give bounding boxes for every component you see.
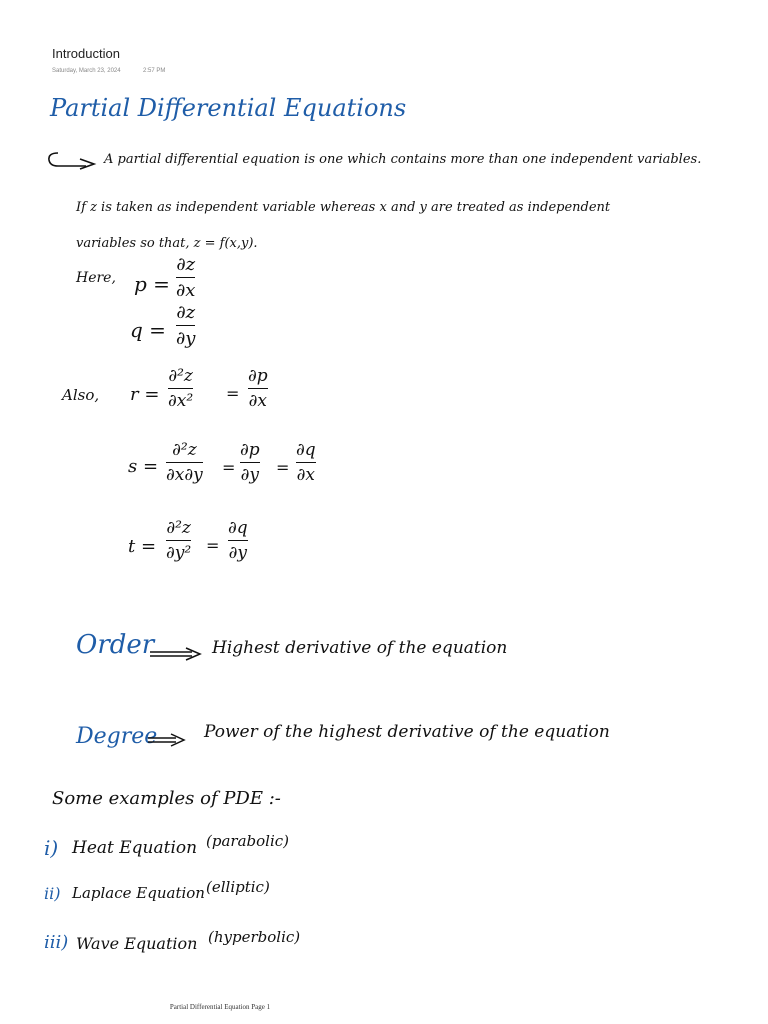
fraction-bar — [296, 462, 316, 463]
p-lhs: p = — [134, 272, 170, 296]
degree-term: Degree — [76, 724, 158, 749]
p-denominator: ∂x — [176, 280, 196, 301]
s-denominator-1: ∂x∂y — [166, 465, 203, 485]
examples-heading: Some examples of PDE :- — [52, 788, 281, 809]
fraction-bar — [176, 325, 195, 326]
r-numerator-1: ∂²z — [168, 366, 193, 386]
q-lhs: q = — [130, 318, 166, 342]
para-line-2: variables so that, z = f(x,y). — [76, 236, 258, 251]
t-fraction-2 — [228, 518, 248, 563]
order-term: Order — [76, 630, 155, 660]
example-number: ii) — [44, 884, 61, 903]
example-name: Heat Equation — [72, 838, 198, 858]
definition-text: A partial differential equation is one which contains more than one independent variables. — [104, 152, 702, 167]
page-time: 2:57 PM — [143, 68, 166, 74]
t-fraction-1 — [166, 518, 191, 563]
example-number: i) — [44, 836, 59, 860]
here-label: Here, — [76, 270, 116, 286]
fraction-bar — [166, 462, 203, 463]
q-denominator: ∂y — [176, 328, 196, 349]
order-definition: Highest derivative of the equation — [212, 638, 508, 658]
example-name: Wave Equation — [76, 934, 198, 953]
example-number: iii) — [44, 932, 69, 953]
t-numerator-2: ∂q — [228, 518, 248, 538]
example-name: Laplace Equation — [72, 884, 205, 902]
degree-definition: Power of the highest derivative of the equation — [204, 722, 610, 742]
page-footer: Partial Differential Equation Page 1 — [169, 1003, 271, 1011]
degree-arrow-icon — [146, 732, 188, 748]
fraction-bar — [228, 540, 248, 541]
fraction-bar — [176, 277, 195, 278]
r-fraction-2 — [248, 366, 268, 411]
r-denominator-2: ∂x — [248, 391, 268, 411]
example-type: (elliptic) — [206, 878, 270, 896]
q-fraction — [176, 302, 195, 349]
fraction-bar — [168, 388, 193, 389]
fraction-bar — [240, 462, 260, 463]
fraction-bar — [166, 540, 191, 541]
r-equals: = — [226, 384, 240, 403]
r-denominator-1: ∂x² — [168, 391, 194, 411]
t-numerator-1: ∂²z — [166, 518, 191, 538]
s-fraction-1 — [166, 440, 203, 485]
definition-arrow-icon — [46, 150, 100, 170]
also-label: Also, — [62, 386, 100, 404]
fraction-bar — [248, 388, 268, 389]
s-fraction-3 — [296, 440, 316, 485]
t-lhs: t = — [128, 536, 157, 557]
example-type: (hyperbolic) — [208, 928, 301, 946]
p-fraction — [176, 254, 195, 301]
page-date: Saturday, March 23, 2024 — [52, 68, 121, 74]
page-title: Introduction — [52, 46, 120, 61]
s-numerator-3: ∂q — [296, 440, 316, 460]
s-denominator-3: ∂x — [296, 465, 316, 485]
r-fraction-1 — [168, 366, 193, 411]
t-denominator-2: ∂y — [228, 543, 248, 563]
para-line-1: If z is taken as independent variable whereas x and y are treated as independent — [76, 200, 611, 215]
s-denominator-2: ∂y — [240, 465, 260, 485]
r-lhs: r = — [130, 384, 160, 405]
s-fraction-2 — [240, 440, 260, 485]
example-type: (parabolic) — [206, 832, 289, 850]
s-numerator-2: ∂p — [240, 440, 260, 460]
notes-heading: Partial Differential Equations — [50, 94, 407, 122]
s-equals-2: = — [276, 458, 290, 477]
q-numerator: ∂z — [176, 302, 196, 323]
s-lhs: s = — [128, 456, 159, 477]
s-numerator-1: ∂²z — [172, 440, 197, 460]
t-denominator-1: ∂y² — [166, 543, 192, 563]
s-equals-1: = — [222, 458, 236, 477]
t-equals: = — [206, 536, 220, 555]
p-numerator: ∂z — [176, 254, 196, 275]
r-numerator-2: ∂p — [248, 366, 268, 386]
order-arrow-icon — [148, 646, 204, 662]
